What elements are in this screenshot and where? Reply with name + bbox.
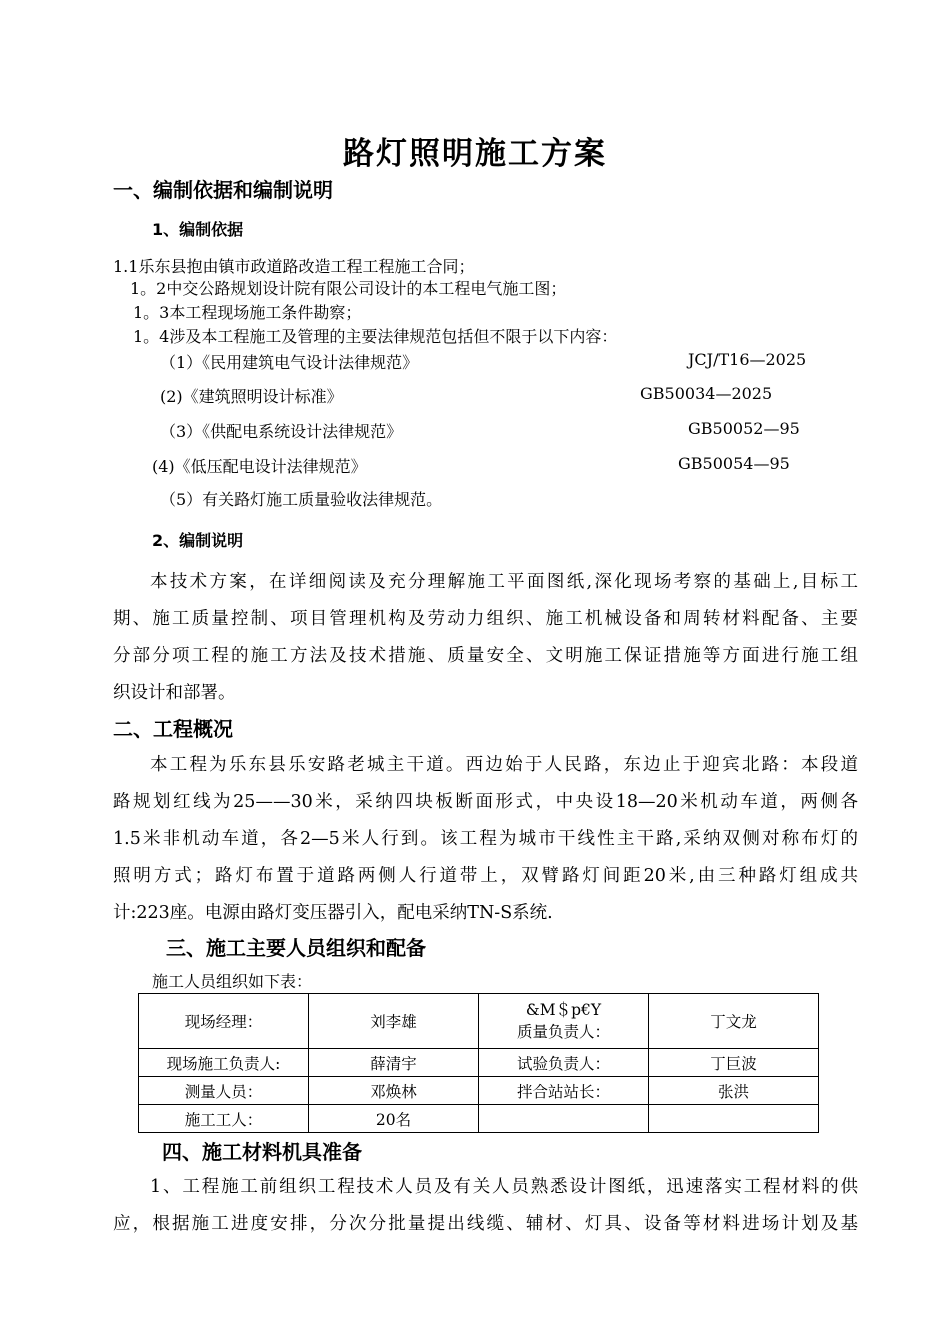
table-cell: 丁巨波: [649, 1049, 819, 1077]
para-line: 本技术方案，在详细阅读及充分理解施工平面图纸,深化现场考察的基础上,目标工: [150, 572, 858, 592]
table-cell: [649, 1105, 819, 1133]
table-row: [139, 1049, 819, 1077]
subsection-1-heading: 1、编制依据: [152, 220, 244, 239]
document-title: 路灯照明施工方案: [343, 136, 607, 172]
para-line: 本工程为乐东县乐安路老城主干道。西边始于人民路，东边止于迎宾北路：本段道: [150, 755, 858, 775]
norm-code-4: GB50054—95: [678, 454, 790, 473]
subsection-2-heading: 2、编制说明: [152, 531, 244, 550]
table-cell: 测量人员：: [139, 1077, 309, 1105]
norm-name-4: (4)《低压配电设计法律规范》: [152, 457, 367, 476]
table-cell: 20名: [309, 1105, 479, 1133]
staff-table: [138, 993, 819, 1133]
basis-item-3: 1。3本工程现场施工条件勘察；: [133, 303, 362, 322]
para-line: 1.5米非机动车道，各2—5米人行到。该工程为城市干线性主干路,采纳双侧对称布灯的: [113, 829, 858, 849]
para-line: 分部分项工程的施工方法及技术措施、质量安全、文明施工保证措施等方面进行施工组: [113, 646, 858, 666]
norm-name-1: （1）《民用建筑电气设计法律规范》: [160, 353, 419, 372]
para-line: 织设计和部署。: [113, 683, 236, 703]
table-cell: 薛清宇: [309, 1049, 479, 1077]
para-line: 照明方式；路灯布置于道路两侧人行道带上，双臂路灯间距20米,由三种路灯组成共: [113, 866, 858, 886]
norm-name-3: （3）《供配电系统设计法律规范》: [160, 422, 403, 441]
section-2-heading: 二、工程概况: [113, 717, 233, 741]
table-row: [139, 994, 819, 1049]
basis-item-1: 1.1乐东县抱由镇市政道路改造工程工程施工合同；: [113, 257, 475, 276]
cell-label: 质量负责人：: [516, 1023, 610, 1041]
norm-code-1: JCJ/T16—2025: [688, 350, 807, 369]
basis-item-4: 1。4涉及本工程施工及管理的主要法律规范包括但不限于以下内容：: [133, 327, 618, 346]
para-line: 应，根据施工进度安排，分次分批量提出线缆、辅材、灯具、设备等材料进场计划及基: [113, 1214, 858, 1234]
table-cell: 邓焕林: [309, 1077, 479, 1105]
table-cell: 试验负责人：: [479, 1049, 649, 1077]
table-row: [139, 1077, 819, 1105]
table-row: [139, 1105, 819, 1133]
section-1-heading: 一、编制依据和编制说明: [113, 178, 333, 202]
table-cell: [479, 994, 649, 1049]
table-intro: 施工人员组织如下表：: [152, 972, 313, 991]
section-4-heading: 四、施工材料机具准备: [162, 1140, 362, 1164]
table-cell: 施工工人：: [139, 1105, 309, 1133]
para-line: 期、施工质量控制、项目管理机构及劳动力组织、施工机械设备和周转材料配备、主要: [113, 609, 858, 629]
para-line: 1、工程施工前组织工程技术人员及有关人员熟悉设计图纸，迅速落实工程材料的供: [150, 1177, 858, 1197]
table-cell: 张洪: [649, 1077, 819, 1105]
basis-item-2: 1。2中交公路规划设计院有限公司设计的本工程电气施工图；: [130, 279, 567, 298]
table-cell: 现场施工负责人:: [139, 1049, 309, 1077]
table-cell: 拌合站站长：: [479, 1077, 649, 1105]
norm-name-5: （5）有关路灯施工质量验收法律规范。: [160, 490, 443, 509]
section-3-heading: 三、施工主要人员组织和配备: [166, 936, 426, 960]
norm-code-2: GB50034—2025: [640, 384, 773, 403]
garbled-text: &M＄p€Y: [525, 1001, 602, 1019]
table-cell: 刘李雄: [309, 994, 479, 1049]
para-line: 计:223座。电源由路灯变压器引入，配电采纳TN-S系统.: [113, 903, 553, 923]
norm-name-2: (2)《建筑照明设计标准》: [160, 387, 343, 406]
para-line: 路规划红线为25——30米，采纳四块板断面形式，中央设18—20米机动车道，两侧各: [113, 792, 858, 812]
table-cell: 现场经理：: [139, 994, 309, 1049]
table-cell: [479, 1105, 649, 1133]
norm-code-3: GB50052—95: [688, 419, 800, 438]
table-cell: 丁文龙: [649, 994, 819, 1049]
